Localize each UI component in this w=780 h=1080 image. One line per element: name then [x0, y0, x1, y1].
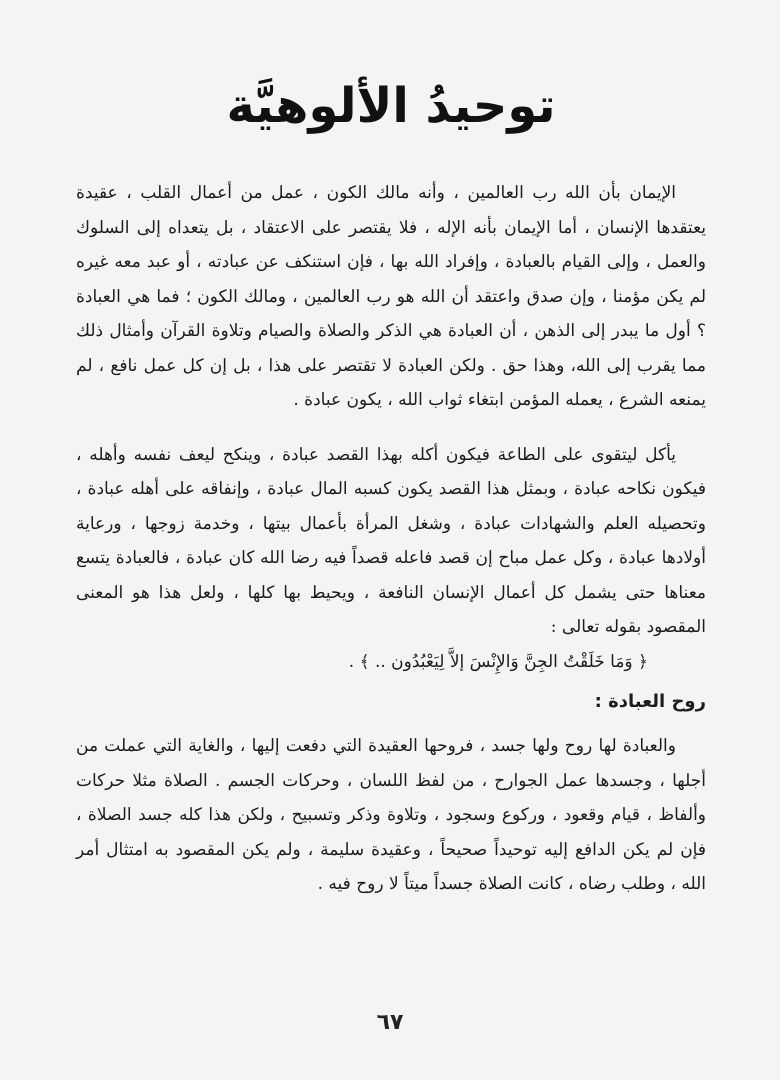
- page-number: ٦٧: [376, 1010, 404, 1035]
- page-title: توحيدُ الألوهيَّة: [226, 78, 556, 134]
- page-content: [76, 70, 706, 902]
- quran-verse: ﴿ وَمَا خَلَقْتُ الجِنَّ وَالإِنْسَ إلاَّ لِيَعْبُدُون .. ﴾ .: [348, 651, 648, 672]
- paragraph-3: والعبادة لها روح ولها جسد ، فروحها العقيدة التي دفعت إليها ، والغاية التي عملت من أجلها ، وجسدها عمل الجوارح ، من لفظ اللسان ، وحركات الجسم . الصلاة مثلا حركات وألفاظ ، قيام وقعود ، وركوع وسجود ، وتلاوة وذكر وتسبيح ، ولكن هذا كله جسد الصلاة ، فإن لم يكن الدافع إليه توحيداً صحيحاً ، وعقيدة سليمة ، ولم يكن المقصود به امتثال أمر الله ، وطلب رضاه ، كانت الصلاة جسداً ميتاً لا روح فيه .: [76, 736, 706, 894]
- paragraph-2: يأكل ليتقوى على الطاعة فيكون أكله بهذا القصد عبادة ، وينكح ليعف نفسه وأهله ، فيكون نكاحه عبادة ، وبمثل هذا القصد يكون كسبه المال عبادة ، وإنفاقه على أهله عبادة ، وتحصيله العلم والشهادات عبادة ، وشغل المرأة بأعمال بيتها ، وخدمة زوجها ، ورعاية أولادها عبادة ، وكل عمل مباح إن قصد فاعله قصداً فيه رضا الله كان عبادة ، فالعبادة يتسع معناها حتى يشمل كل أعمال الإنسان النافعة ، ويحيط بها كلها ، ولعل هذا هو المعنى المقصود بقوله تعالى :: [76, 444, 706, 637]
- paragraph-1: الإيمان بأن الله رب العالمين ، وأنه مالك الكون ، عمل من أعمال القلب ، عقيدة يعتقدها الإنسان ، أما الإيمان بأنه الإله ، فلا يقتصر على الاعتقاد ، بل يتعداه إلى السلوك والعمل ، وإلى القيام بالعبادة ، وإفراد الله بها ، فإن استنكف عن عبادته ، أو عبد معه غيره لم يكن مؤمنا ، وإن صدق واعتقد أن الله هو رب العالمين ، ومالك الكون ؛ فما هي العبادة ؟ أول ما يبدر إلى الذهن ، أن العبادة هي الذكر والصلاة والصيام وتلاوة القرآن وأمثال ذلك مما يقرب إلى الله، وهذا حق . ولكن العبادة لا تقتصر على هذا ، بل إن كل عمل نافع ، لم يمنعه الشرع ، يعمله المؤمن ابتغاء ثواب الله ، يكون عبادة .: [76, 183, 706, 410]
- section-heading: روح العبادة :: [594, 691, 706, 712]
